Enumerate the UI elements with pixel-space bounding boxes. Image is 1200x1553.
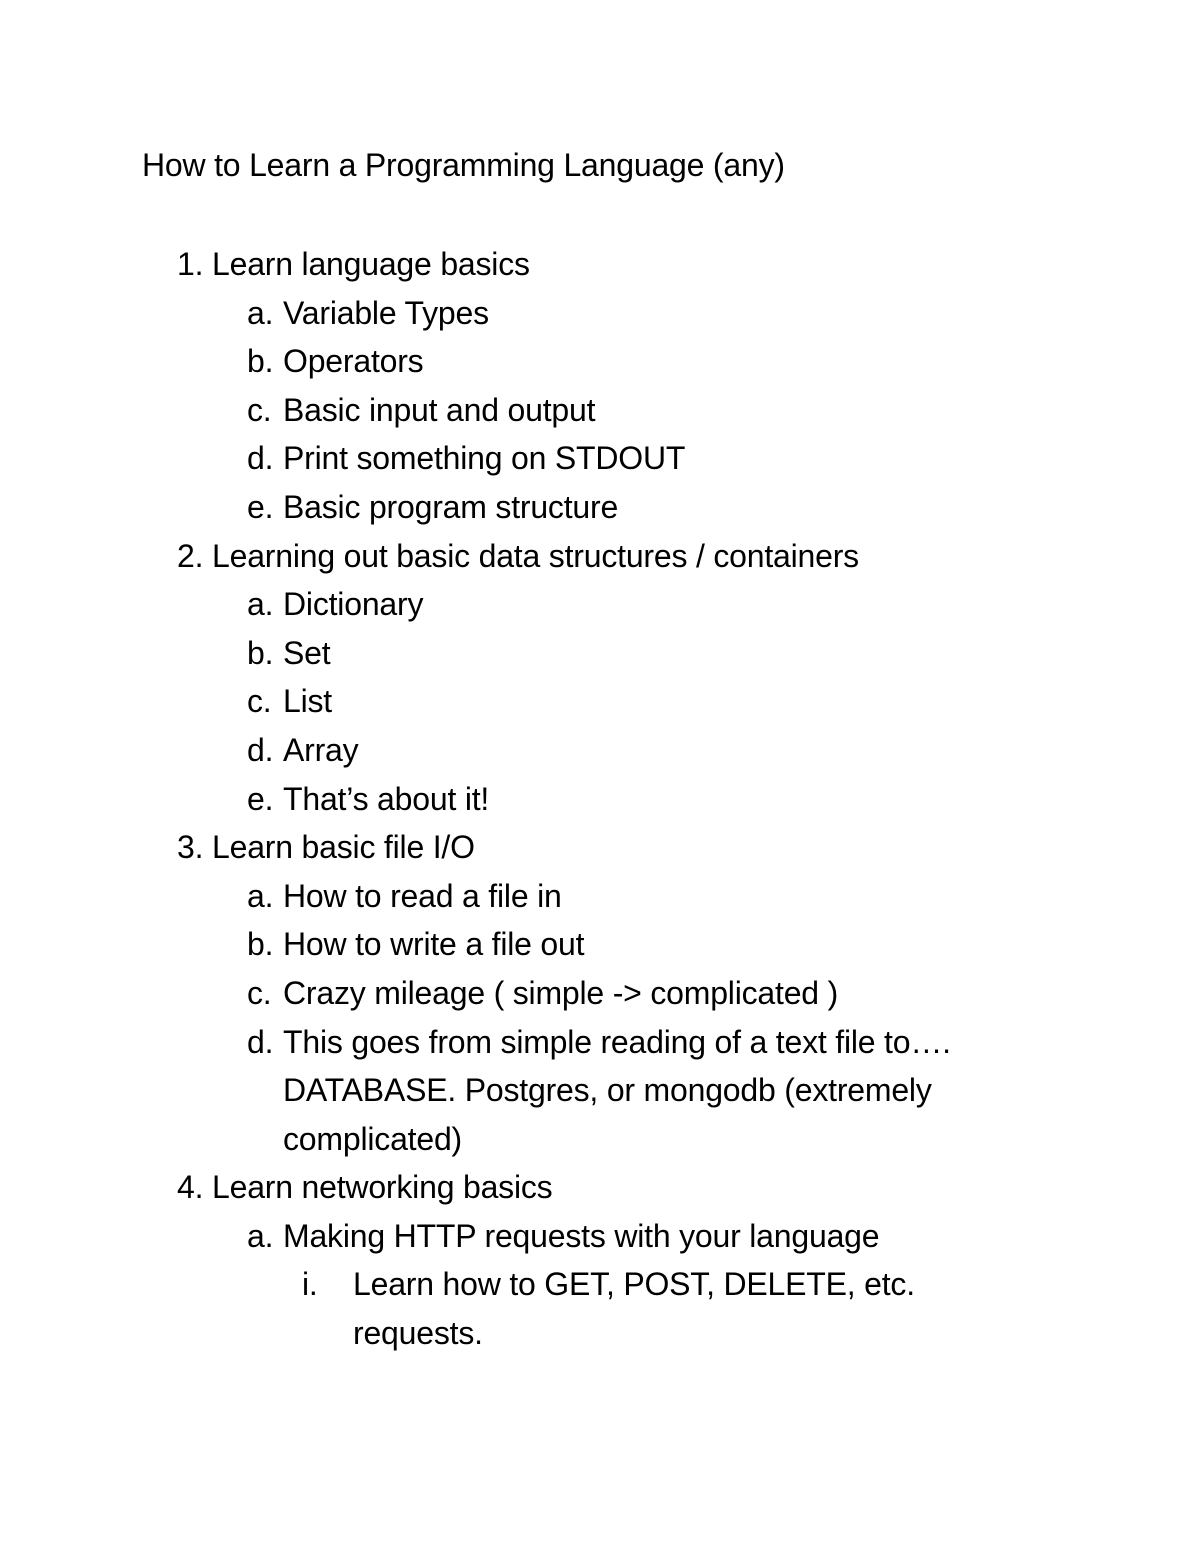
list-item-continuation (0, 1115, 1200, 1164)
list-item-text: Operators (283, 343, 424, 380)
list-item-text: complicated) (283, 1120, 463, 1157)
list-item-text: DATABASE. Postgres, or mongodb (extremely (283, 1072, 932, 1109)
list-item-text: List (283, 683, 332, 720)
list-marker: 1. (177, 246, 204, 282)
list-item-text: Learn networking basics (212, 1169, 553, 1206)
list-item-level2 (0, 289, 1200, 338)
list-item-text: requests. (353, 1315, 483, 1352)
list-item-level3 (0, 1260, 1200, 1309)
list-item-level2 (0, 434, 1200, 483)
list-marker: i. (302, 1266, 318, 1303)
list-item-level2 (0, 386, 1200, 435)
list-item-text: Array (283, 731, 359, 768)
list-item-level1 (0, 1163, 1200, 1212)
list-item-text: Print something on STDOUT (283, 440, 686, 477)
list-marker: a. (247, 294, 274, 331)
list-marker: a. (247, 877, 274, 914)
document-title: How to Learn a Programming Language (any) (142, 147, 785, 183)
list-item-text: Basic input and output (283, 391, 596, 428)
list-item-text: Basic program structure (283, 488, 619, 525)
list-marker: 4. (177, 1169, 204, 1206)
list-item-text: Learn basic file I/O (212, 829, 475, 866)
list-item-level2 (0, 483, 1200, 532)
list-marker: e. (247, 488, 274, 525)
list-item-text: How to read a file in (283, 877, 562, 914)
list-marker: 3. (177, 829, 204, 866)
list-marker: 2. (177, 537, 204, 574)
list-item-level2 (0, 920, 1200, 969)
list-item-text: Set (283, 634, 331, 671)
list-marker: d. (247, 731, 274, 768)
list-marker: c. (247, 391, 272, 428)
list-marker: a. (247, 586, 274, 623)
list-item-level2 (0, 629, 1200, 678)
list-marker: d. (247, 1023, 274, 1060)
list-item-continuation (0, 1309, 1200, 1358)
list-item-text: Variable Types (283, 294, 489, 331)
list-item-level2 (0, 1212, 1200, 1261)
list-item-level2 (0, 726, 1200, 775)
list-item-level2 (0, 969, 1200, 1018)
list-marker: a. (247, 1217, 274, 1254)
list-item-text: Making HTTP requests with your language (283, 1217, 880, 1254)
list-marker: c. (247, 974, 272, 1011)
list-item-text: Learning out basic data structures / containers (212, 537, 859, 574)
list-item-level2 (0, 580, 1200, 629)
list-item-text: That’s about it! (283, 780, 490, 817)
list-marker: b. (247, 634, 274, 671)
list-item-level2 (0, 337, 1200, 386)
list-item-text: Learn language basics (212, 246, 530, 282)
outline-list (0, 240, 1200, 1358)
list-item-level2 (0, 1018, 1200, 1067)
list-item-level1 (0, 532, 1200, 581)
list-item-continuation (0, 1066, 1200, 1115)
list-item-level2 (0, 872, 1200, 921)
list-item-level2 (0, 775, 1200, 824)
list-item-text: Crazy mileage ( simple -> complicated ) (283, 974, 839, 1011)
list-item-text: How to write a file out (283, 926, 585, 963)
list-marker: e. (247, 780, 274, 817)
list-item-text: This goes from simple reading of a text file to…. (283, 1023, 951, 1060)
list-marker: b. (247, 343, 274, 380)
list-item-level1 (0, 823, 1200, 872)
list-marker: d. (247, 440, 274, 477)
list-item-level1 (0, 240, 1200, 289)
list-item-text: Dictionary (283, 586, 424, 623)
list-marker: c. (247, 683, 272, 720)
list-item-level2 (0, 677, 1200, 726)
list-marker: b. (247, 926, 274, 963)
list-item-text: Learn how to GET, POST, DELETE, etc. (353, 1266, 915, 1303)
